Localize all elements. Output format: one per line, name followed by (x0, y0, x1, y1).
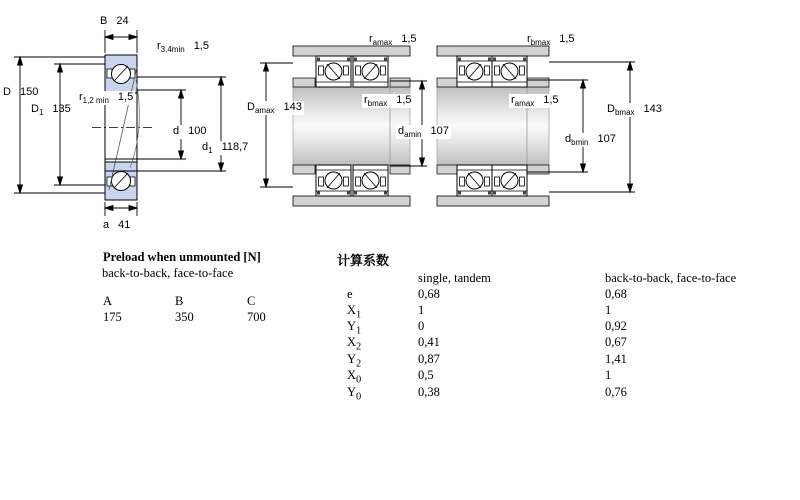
dim-label-d1: $d_1$ 118,7 (202, 141, 249, 156)
factor-symbol: Y (347, 319, 357, 333)
factor-symbol: Y (347, 385, 357, 399)
preload-value-C: 700 (247, 310, 266, 324)
dim-label-dbmin: $d_{bmin}$ 107 (565, 133, 616, 148)
factors-row-Y2: $Y_2$ 0,87 1,41 (347, 352, 627, 370)
factors-row-X2: $X_2$ 0,41 0,67 (347, 335, 627, 353)
factor-btb-value: 1,41 (605, 352, 627, 366)
preload-table-subtitle: back-to-back, face-to-face (102, 266, 234, 280)
factor-btb-value: 1 (605, 368, 612, 382)
factor-symbol: e (347, 287, 353, 301)
arrangement-b-diagram (437, 46, 549, 206)
factor-single-value: 0,68 (418, 287, 440, 301)
factors-row-X0: $X_0$ 0,5 1 (347, 368, 612, 386)
dim-label-r12min: $r_{1,2 min}$ 1,5 (79, 91, 134, 106)
factors-col2-header: back-to-back, face-to-face (605, 271, 737, 285)
dim-label-d: d 100 (171, 125, 208, 139)
factor-symbol: X (347, 303, 357, 317)
dim-label-a: a 41 (103, 219, 131, 231)
dim-label-damin: $d_{amin}$ 107 (398, 125, 449, 140)
preload-value-B: 350 (175, 310, 194, 324)
preload-col-C: C (247, 294, 256, 308)
factor-symbol: Y (347, 352, 357, 366)
preload-col-B: B (175, 294, 184, 308)
dim-label-B: B 24 (100, 15, 129, 27)
dim-label-rbmax-middle: $r_{bmax}$ 1,5 (364, 94, 412, 109)
preload-value-A: 175 (103, 310, 122, 324)
factor-btb-value: 0,92 (605, 319, 627, 333)
dim-label-rbmax-right: $r_{bmax}$ 1,5 (527, 33, 575, 48)
dim-label-r34min: $r_{3,4min}$ 1,5 (157, 40, 209, 55)
factors-table-title: 计算系数 (337, 253, 390, 268)
factors-row-e (347, 287, 800, 305)
factor-btb-value: 0,68 (605, 287, 627, 301)
preload-table-title: Preload when unmounted [N] (103, 250, 261, 264)
dim-label-ramax-middle: $r_{amax}$ 1,5 (369, 33, 417, 48)
factor-single-value: 0,38 (418, 385, 440, 399)
dim-label-D: D 150 (3, 86, 39, 98)
arrangement-a-diagram (293, 46, 410, 206)
factor-single-value: 0 (418, 319, 425, 333)
dim-label-ramax-right: $r_{amax}$ 1,5 (511, 94, 559, 109)
factor-single-value: 1 (418, 303, 425, 317)
factor-single-value: 0,87 (418, 352, 440, 366)
preload-col-A: A (103, 294, 113, 308)
factor-btb-value: 1 (605, 303, 612, 317)
factor-symbol: X (347, 335, 357, 349)
factors-col1-header: single, tandem (418, 271, 491, 285)
dim-label-Damax: $D_{amax}$ 143 (247, 101, 302, 116)
factors-row-Y1: $Y_1$ 0 0,92 (347, 319, 627, 337)
dim-label-Dbmax: $D_{bmax}$ 143 (607, 103, 662, 118)
factor-single-value: 0,41 (418, 335, 440, 349)
factors-row-Y0: $Y_0$ 0,38 0,76 (347, 385, 627, 403)
factor-symbol: X (347, 368, 357, 382)
factor-btb-value: 0,67 (605, 335, 627, 349)
dim-label-D1: $D_1$ 135 (31, 103, 71, 118)
factor-single-value: 0,5 (418, 368, 434, 382)
factor-btb-value: 0,76 (605, 385, 627, 399)
factors-row-X1: $X_1$ 1 1 (347, 303, 612, 321)
